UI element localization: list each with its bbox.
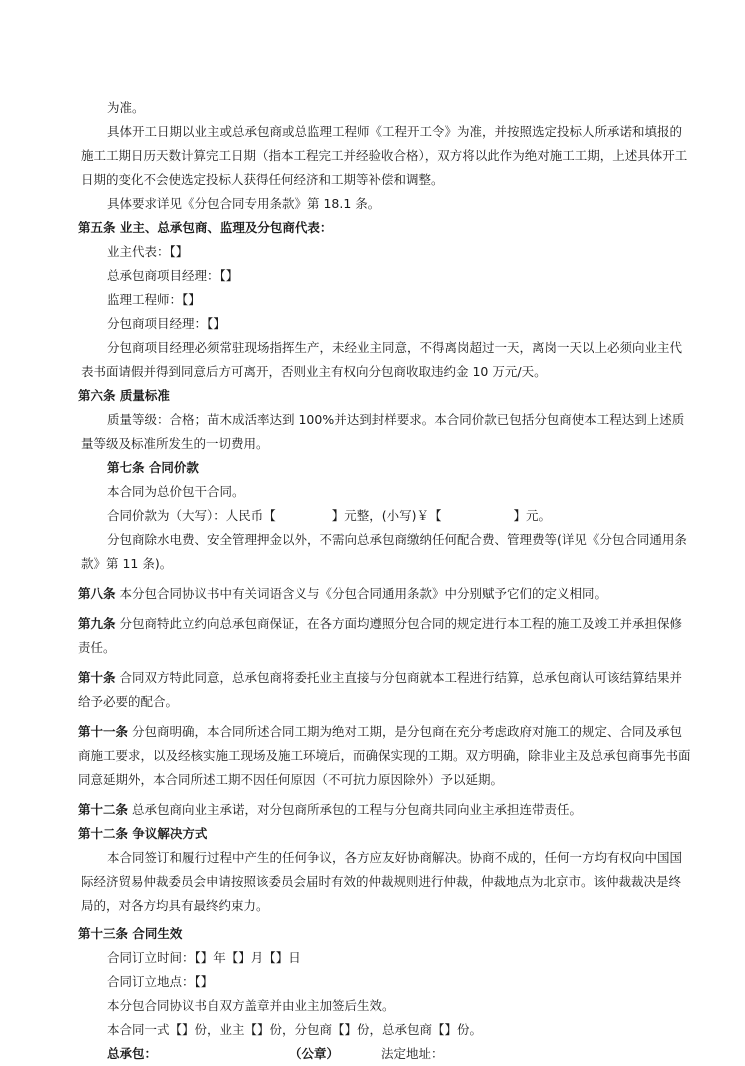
article-7-title: 第七条 合同价款 [107,460,199,475]
article-5-title: 第五条 业主、总承包商、监理及分包商代表： [78,220,333,235]
article-8-body: 本分包合同协议书中有关词语含义与《分包合同通用条款》中分别赋予它们的定义相同。 [115,586,607,601]
price-text-a: 合同价款为（大写）：人民币【 [107,508,276,523]
sign-address-label: 法定地址： [381,1046,444,1061]
article-12-head: 第十二条 [78,802,129,817]
article-11 [78,720,693,792]
rep-subcontractor: 分包商项目经理：【】 [107,316,226,331]
article-10-head: 第十条 [78,670,116,685]
signing-place: 合同订立地点：【】 [107,974,214,989]
paragraph: 本合同签订和履行过程中产生的任何争议，各方应友好协商解决。协商不成的，任何一方均有权向中国国际经济贸易仲裁委员会申请按照该委员会届时有效的仲裁规则进行仲裁，仲裁地点为北京市。该仲裁裁决是终局的，对各方均具有最终约束力。 [81,850,683,913]
article-9-body: 分包商特此立约向总承包商保证，在各方面均遵照分包合同的规定进行本工程的施工及竣工并承担保修责任。 [78,616,682,655]
paragraph: 分包商除水电费、安全管理押金以外，不需向总承包商缴纳任何配合费、管理费等(详见《分包合同通用条款》第 11 条)。 [81,532,687,571]
paragraph: 分包商项目经理必须常驻现场指挥生产，未经业主同意，不得离岗超过一天，离岗一天以上必须向业主代表书面请假并得到同意后方可离开，否则业主有权向分包商收取违约金 10 万元/天。 [81,340,683,379]
article-11-head: 第十一条 [78,724,129,739]
article-9-head: 第九条 [78,616,116,631]
paragraph: 本合同一式【】份，业主【】份，分包商【】份，总承包商【】份。 [107,1022,483,1037]
article-6-title: 第六条 质量标准 [78,388,170,403]
paragraph: 具体要求详见《分包合同专用条款》第 18.1 条。 [107,196,381,211]
price-text-c: 】元。 [513,508,552,523]
article-11-body: 分包商明确，本合同所述合同工期为绝对工期，是分包商在充分考虑政府对施工的规定、合同及承包商施工要求，以及经核实施工现场及施工环境后，而确保实现的工期。双方明确，除非业主及总承包商事先书面同意延期外，本合同所述工期不因任何原因（不可抗力原因除外）予以延期。 [78,724,691,787]
article-10 [78,666,693,714]
rep-owner: 业主代表：【】 [107,244,189,259]
paragraph: 质量等级：合格；苗木成活率达到 100%并达到封样要求。本合同价款已包括分包商使本工程达到上述质量等级及标准所发生的一切费用。 [81,412,685,451]
sign-contractor-label: 总承包： [107,1046,158,1061]
article-8-head: 第八条 [78,586,116,601]
article-12 [78,798,693,822]
price-text-b: 】元整，(小写)￥【 [331,508,442,523]
article-13-title: 第十三条 合同生效 [78,926,183,941]
paragraph: 具体开工日期以业主或总承包商或总监理工程师《工程开工令》为准，并按照选定投标人所承诺和填报的施工工期日历天数计算完工日期（指本工程完工并经验收合格），双方将以此作为绝对施工工期，上述具体开工日期的变化不会使选定投标人获得任何经济和工期等补偿和调整。 [81,124,688,187]
rep-contractor: 总承包商项目经理：【】 [107,268,239,283]
paragraph: 本分包合同协议书自双方盖章并由业主加签后生效。 [107,998,395,1013]
article-12b-title: 第十二条 争议解决方式 [78,826,208,841]
paragraph: 为准。 [107,100,145,115]
article-10-body: 合同双方特此同意，总承包商将委托业主直接与分包商就本工程进行结算，总承包商认可该结算结果并给予必要的配合。 [78,670,682,709]
paragraph: 本合同为总价包干合同。 [107,484,245,499]
article-8 [78,582,693,606]
rep-supervisor: 监理工程师：【】 [107,292,201,307]
sign-seal-label: （公章） [289,1046,340,1061]
article-12-body: 总承包商向业主承诺，对分包商所承包的工程与分包商共同向业主承担连带责任。 [128,802,582,817]
article-9 [78,612,693,660]
signature-line [81,1042,693,1066]
signing-date: 合同订立时间：【】年【】月【】日 [107,950,301,965]
contract-price-line [81,504,693,528]
